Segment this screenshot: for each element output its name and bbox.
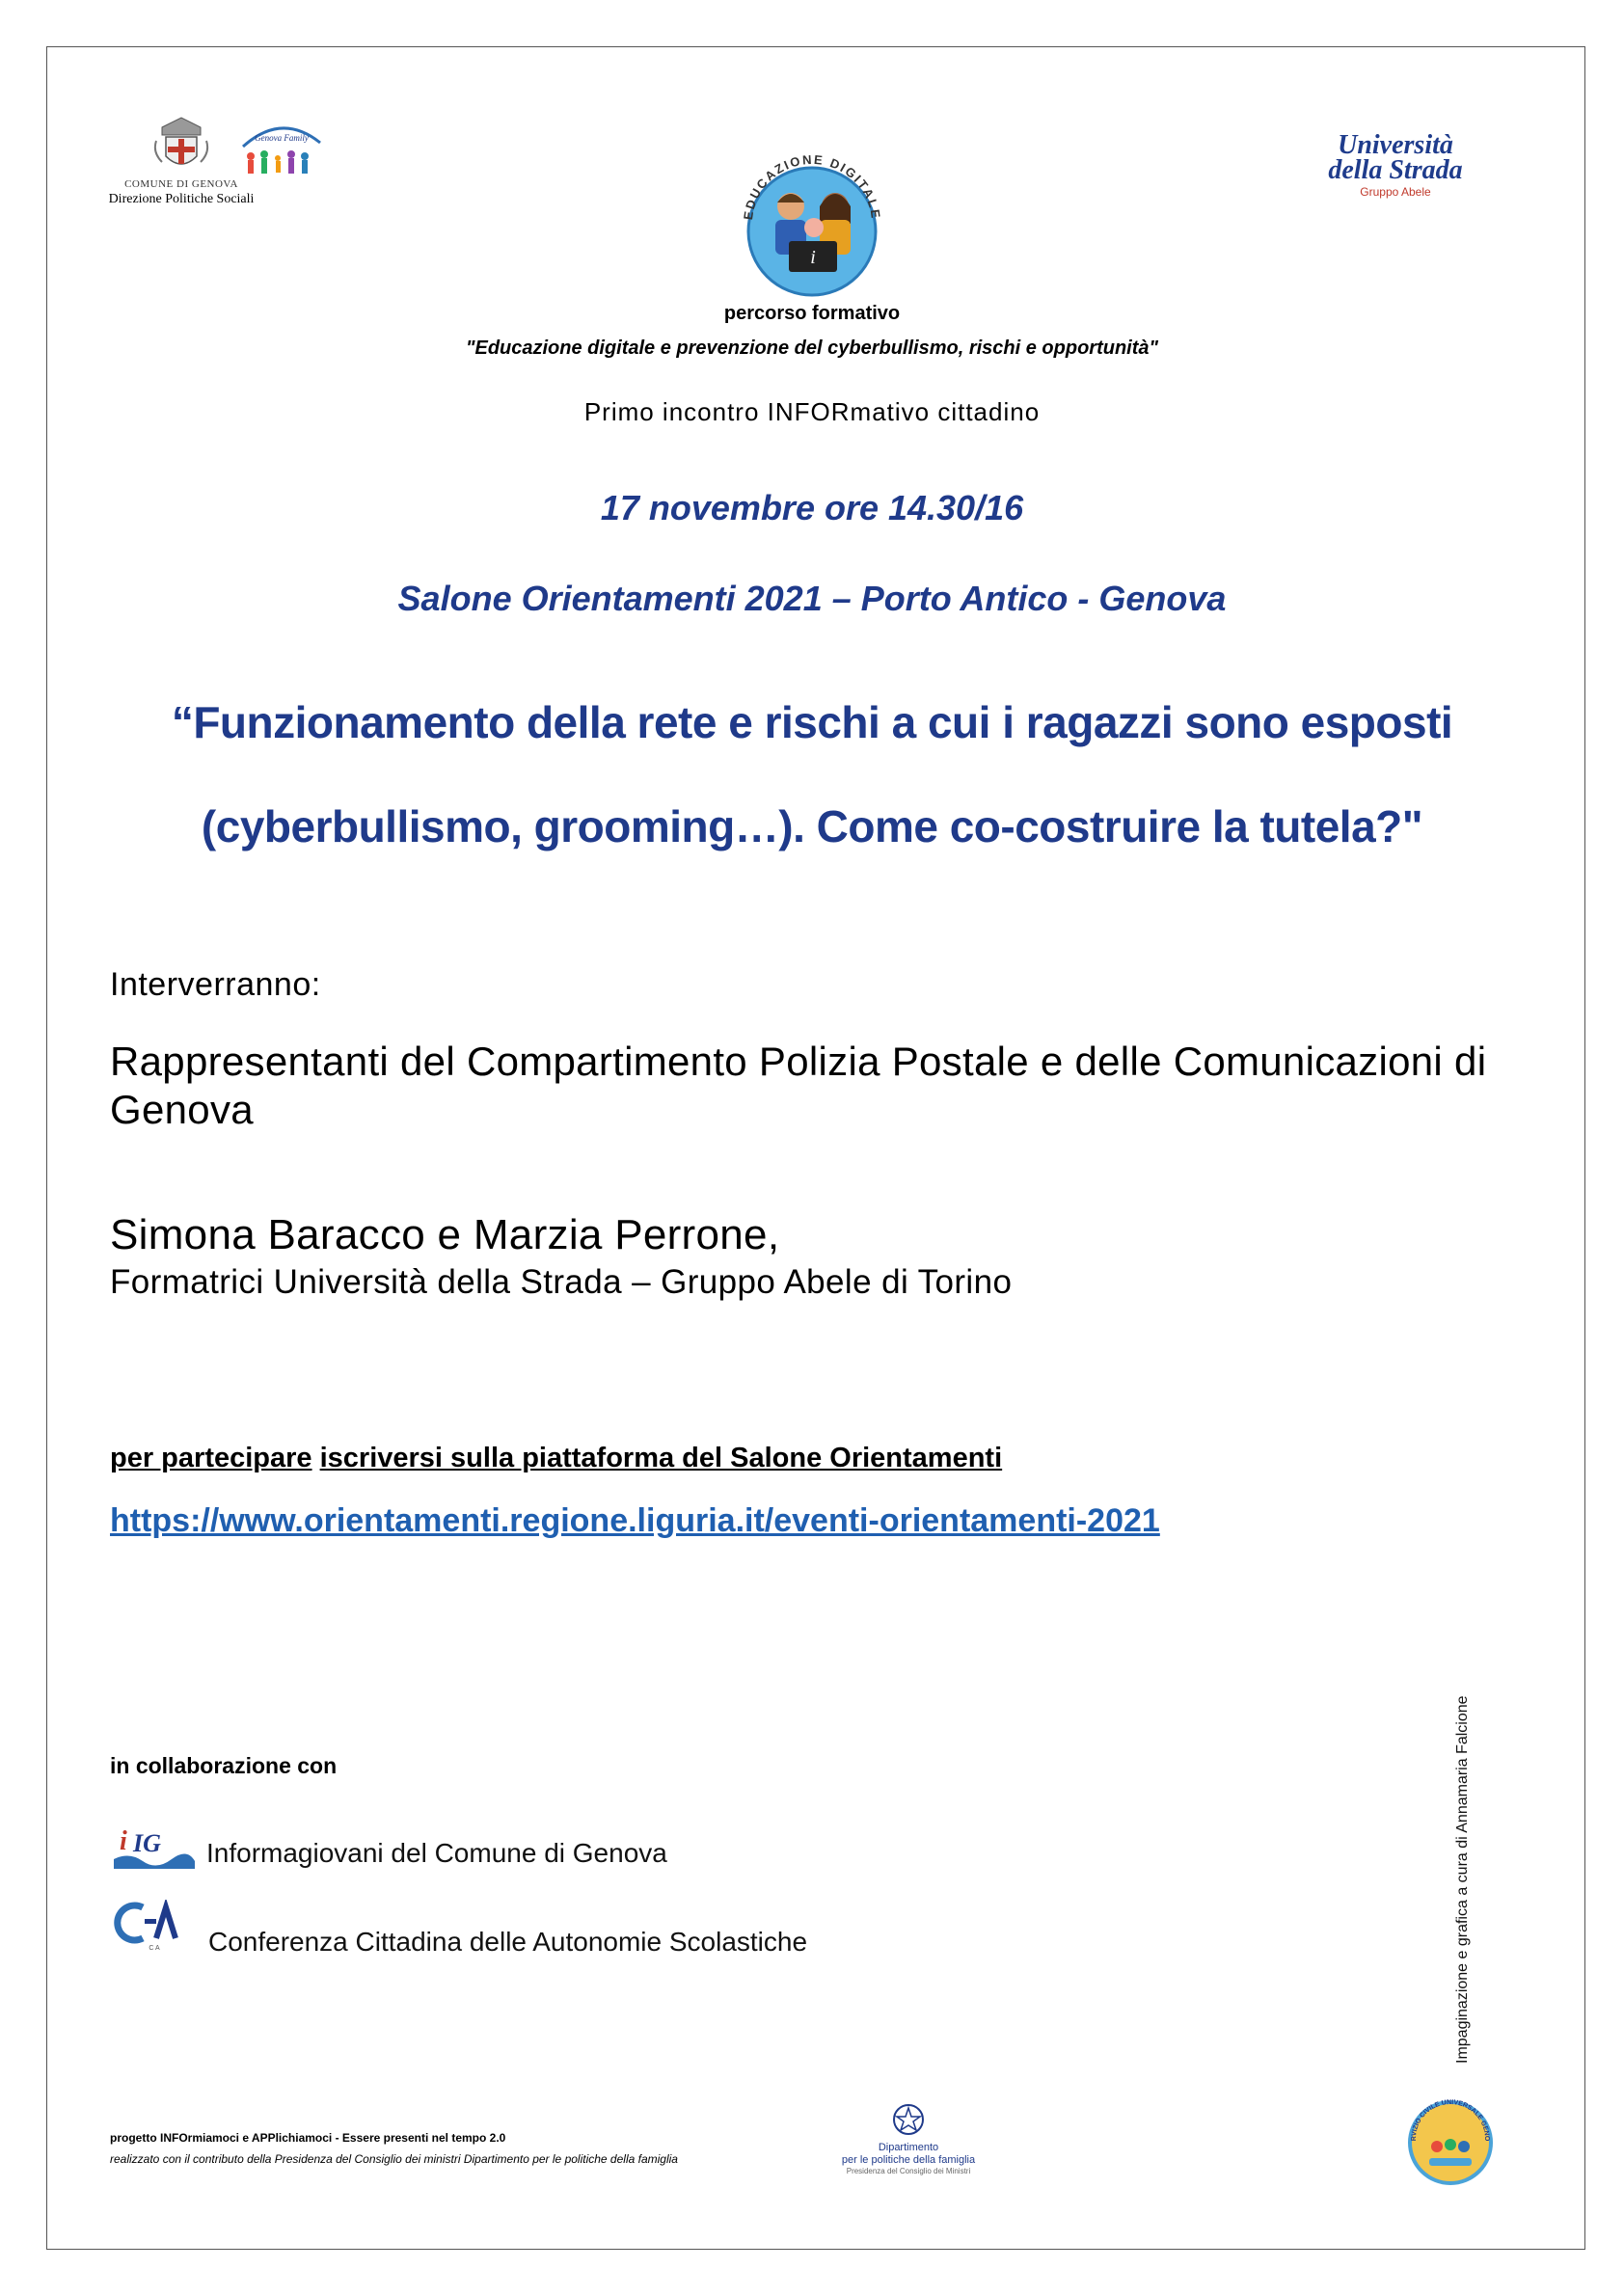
dipartimento-famiglia-logo [831,2102,986,2175]
registration-part2: iscriversi sulla piattaforma del Salone Orientamenti [319,1443,1003,1473]
uni-logo-line1: Università [1338,130,1453,160]
registration-text [110,1443,1002,1474]
event-title-line2: (cyberbullismo, grooming…). Come co-costruire la tutela?" [201,801,1423,851]
uni-logo-line2: della Strada [1328,155,1463,185]
comune-genova-logo [108,114,255,207]
dip-line1: Dipartimento [878,2142,939,2153]
speakers-heading: Interverranno: [110,966,321,1003]
page-border [46,46,1585,2250]
informagiovani-logo-text: IG [133,1829,161,1857]
svg-text:i: i [120,1826,127,1856]
event-location: Salone Orientamenti 2021 – Porto Antico - Genova [397,579,1227,618]
collaboration-heading: in collaborazione con [110,1753,338,1778]
cca-logo [110,1900,197,1958]
percorso-label: percorso formativo [723,303,901,324]
partner-conferenza: Conferenza Cittadina delle Autonomie Scolastiche [208,1927,808,1957]
genova-department: Direzione Politiche Sociali [108,192,255,206]
registration-link[interactable]: https://www.orientamenti.regione.liguria.it/eventi-orientamenti-2021 [110,1502,1160,1539]
speaker-role: Formatrici Università della Strada – Gruppo Abele di Torino [110,1263,1013,1301]
primo-incontro: Primo incontro INFORmativo cittadino [583,397,1041,426]
civile-logo-text: RVIZIO CIVILE UNIVERSALE GENO [1410,2098,1491,2142]
registration-part1: per partecipare [110,1443,312,1473]
italian-emblem-icon [891,2102,926,2137]
graphic-credit: Impaginazione e grafica a cura di Annamaria Falcione [1454,1695,1471,2064]
course-subtitle: "Educazione digitale e prevenzione del cyberbullismo, rischi e opportunità" [466,338,1158,359]
informagiovani-logo [110,1817,197,1876]
svg-text:i: i [810,247,816,268]
edu-logo-text: EDUCAZIONE DIGITALE [740,151,884,221]
genova-family-logo [237,118,326,177]
universita-della-strada-logo [1323,130,1468,199]
footer-project: progetto INFOrmiamoci e APPlichiamoci - Essere presenti nel tempo 2.0 [110,2131,506,2145]
footer-funding: realizzato con il contributo della Presidenza del Consiglio dei ministri Dipartimento per le politiche della famiglia [110,2152,678,2166]
genova-logo-text: COMUNE DI GENOVA [124,178,238,190]
uni-logo-line3: Gruppo Abele [1360,185,1431,199]
event-date: 17 novembre ore 14.30/16 [600,488,1024,527]
speaker-names: Simona Baracco e Marzia Perrone, [110,1211,780,1258]
cca-logo-text: C A [149,1945,160,1952]
speaker-polizia-postale: Rappresentanti del Compartimento Polizia Postale e delle Comunicazioni di Genova [110,1039,1487,1132]
dip-line2: per le politiche della famiglia [841,2154,976,2166]
genova-coat-of-arms-icon [152,114,210,174]
dip-line3: Presidenza del Consiglio dei Ministri [846,2167,971,2175]
partner-informagiovani: Informagiovani del Comune di Genova [206,1838,667,1868]
servizio-civile-logo [1400,2091,1501,2191]
event-title-line1: “Funzionamento della rete e rischi a cui i ragazzi sono esposti [171,697,1453,747]
family-logo-text: Genova Family [255,133,309,143]
educazione-digitale-logo [725,135,899,299]
